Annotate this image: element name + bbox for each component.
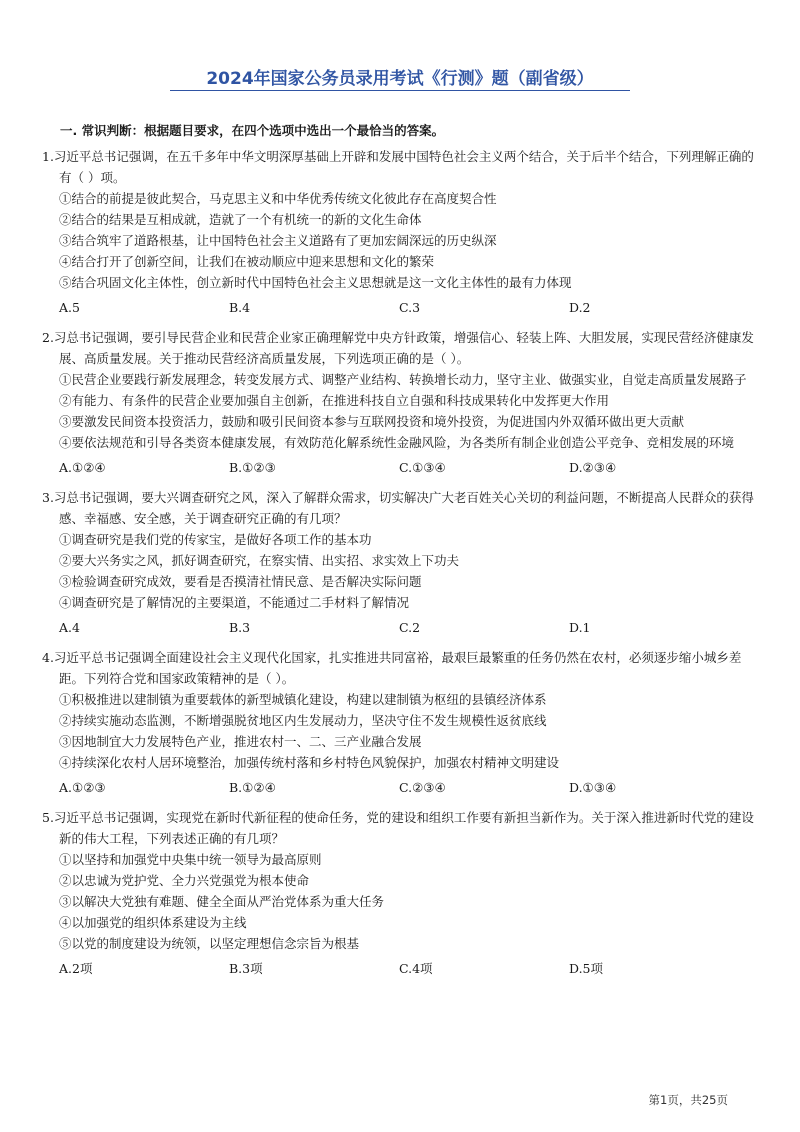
answer-choice-b: B.4 — [229, 300, 251, 315]
document-title: 2024年国家公务员录用考试《行测》题（副省级） — [206, 69, 594, 89]
answer-choice-b: B.3 — [229, 620, 251, 635]
statement-item: ④结合打开了创新空间，让我们在被动顺应中迎来思想和文化的繁荣 — [59, 254, 435, 269]
statement-item: ②要大兴务实之风，抓好调查研究，在察实情、出实招、求实效上下功夫 — [59, 553, 460, 568]
answer-choice-b: B.①②④ — [229, 780, 276, 795]
statement-item: ⑤以党的制度建设为统领，以坚定理想信念宗旨为根基 — [59, 936, 360, 951]
statement-item: ①积极推进以建制镇为重要载体的新型城镇化建设，构建以建制镇为枢纽的县镇经济体系 — [59, 692, 547, 707]
statement-item: ②结合的结果是互相成就，造就了一个有机统一的新的文化生命体 — [59, 212, 422, 227]
question-2 — [42, 327, 754, 478]
answer-choice-a: A.4 — [59, 620, 80, 635]
statement-item: ①以坚持和加强党中央集中统一领导为最高原则 — [59, 852, 322, 867]
statement-item: ④持续深化农村人居环境整治，加强传统村落和乡村特色风貌保护，加强农村精神文明建设 — [59, 755, 560, 770]
answer-choice-d: D.②③④ — [569, 460, 617, 475]
answer-choice-a: A.①②④ — [59, 460, 106, 475]
question-stem: 5.习近平总书记强调，实现党在新时代新征程的使命任务，党的建设和组织工作要有新担当新作为。关于深入推进新时代党的建设新的伟大工程，下列表述正确的有几项？ — [42, 810, 754, 846]
question-4 — [42, 647, 754, 798]
answer-choice-c: C.4项 — [399, 961, 433, 976]
answer-choice-d: D.5项 — [569, 961, 604, 976]
answer-choice-c: C.②③④ — [399, 780, 446, 795]
answer-choice-a: A.①②③ — [59, 780, 106, 795]
page-number: 第1页，共25页 — [648, 1093, 728, 1107]
section-heading: 一. 常识判断：根据题目要求，在四个选项中选出一个最恰当的答案。 — [60, 123, 445, 138]
statement-item: ③检验调查研究成效，要看是否摸清社情民意、是否解决实际问题 — [59, 574, 422, 589]
answer-choices — [42, 617, 754, 638]
answer-choice-c: C.①③④ — [399, 460, 446, 475]
answer-choices — [42, 457, 754, 478]
question-stem: 3.习总书记强调，要大兴调查研究之风，深入了解群众需求，切实解决广大老百姓关心关切的利益问题，不断提高人民群众的获得感、幸福感、安全感，关于调查研究正确的有几项？ — [42, 490, 754, 526]
answer-choice-d: D.1 — [569, 620, 591, 635]
answer-choice-d: D.2 — [569, 300, 591, 315]
statement-item: ④以加强党的组织体系建设为主线 — [59, 915, 247, 930]
statement-item: ③以解决大党独有难题、健全全面从严治党体系为重大任务 — [59, 894, 385, 909]
statement-item: ①民营企业要践行新发展理念，转变发展方式、调整产业结构、转换增长动力，坚守主业、做强实业，自觉走高质量发展路子 — [59, 372, 747, 387]
statement-item: ②以忠诚为党护党、全力兴党强党为根本使命 — [59, 873, 310, 888]
statement-item: ③要激发民间资本投资活力，鼓励和吸引民间资本参与互联网投资和境外投资，为促进国内外双循环做出更大贡献 — [59, 414, 685, 429]
answer-choice-b: B.①②③ — [229, 460, 276, 475]
answer-choice-a: A.5 — [59, 300, 80, 315]
statement-item: ①结合的前提是彼此契合，马克思主义和中华优秀传统文化彼此存在高度契合性 — [59, 191, 497, 206]
question-stem: 1.习近平总书记强调，在五千多年中华文明深厚基础上开辟和发展中国特色社会主义两个结合，关于后半个结合，下列理解正确的有（ ）项。 — [42, 149, 754, 185]
statement-item: ③结合筑牢了道路根基，让中国特色社会主义道路有了更加宏阔深远的历史纵深 — [59, 233, 497, 248]
statement-item: ②持续实施动态监测，不断增强脱贫地区内生发展动力，坚决守住不发生规模性返贫底线 — [59, 713, 547, 728]
answer-choice-c: C.3 — [399, 300, 421, 315]
question-stem: 2.习总书记强调，要引导民营企业和民营企业家正确理解党中央方针政策，增强信心、轻装上阵、大胆发展，实现民营经济健康发展、高质量发展。关于推动民营经济高质量发展，下列选项正确的是（ ）。 — [42, 330, 754, 366]
statement-item: ⑤结合巩固文化主体性，创立新时代中国特色社会主义思想就是这一文化主体性的最有力体现 — [59, 275, 572, 290]
question-1 — [42, 146, 754, 318]
answer-choice-c: C.2 — [399, 620, 421, 635]
statement-item: ④调查研究是了解情况的主要渠道，不能通过二手材料了解情况 — [59, 595, 410, 610]
answer-choices — [42, 777, 754, 798]
statement-item: ③因地制宜大力发展特色产业，推进农村一、二、三产业融合发展 — [59, 734, 422, 749]
answer-choice-b: B.3项 — [229, 961, 263, 976]
answer-choices — [42, 958, 754, 979]
statement-item: ④要依法规范和引导各类资本健康发展，有效防范化解系统性金融风险，为各类所有制企业创造公平竞争、竞相发展的环境 — [59, 435, 735, 450]
answer-choice-a: A.2项 — [59, 961, 93, 976]
answer-choices — [42, 297, 754, 318]
question-3 — [42, 487, 754, 638]
statement-item: ②有能力、有条件的民营企业要加强自主创新，在推进科技自立自强和科技成果转化中发挥更大作用 — [59, 393, 610, 408]
answer-choice-d: D.①③④ — [569, 780, 617, 795]
question-5 — [42, 807, 754, 979]
question-list — [42, 146, 754, 988]
question-stem: 4.习近平总书记强调全面建设社会主义现代化国家，扎实推进共同富裕，最艰巨最繁重的任务仍然在农村，必须逐步缩小城乡差距。下列符合党和国家政策精神的是（ ）。 — [42, 650, 742, 686]
statement-item: ①调查研究是我们党的传家宝，是做好各项工作的基本功 — [59, 532, 372, 547]
title-underline — [170, 90, 630, 91]
